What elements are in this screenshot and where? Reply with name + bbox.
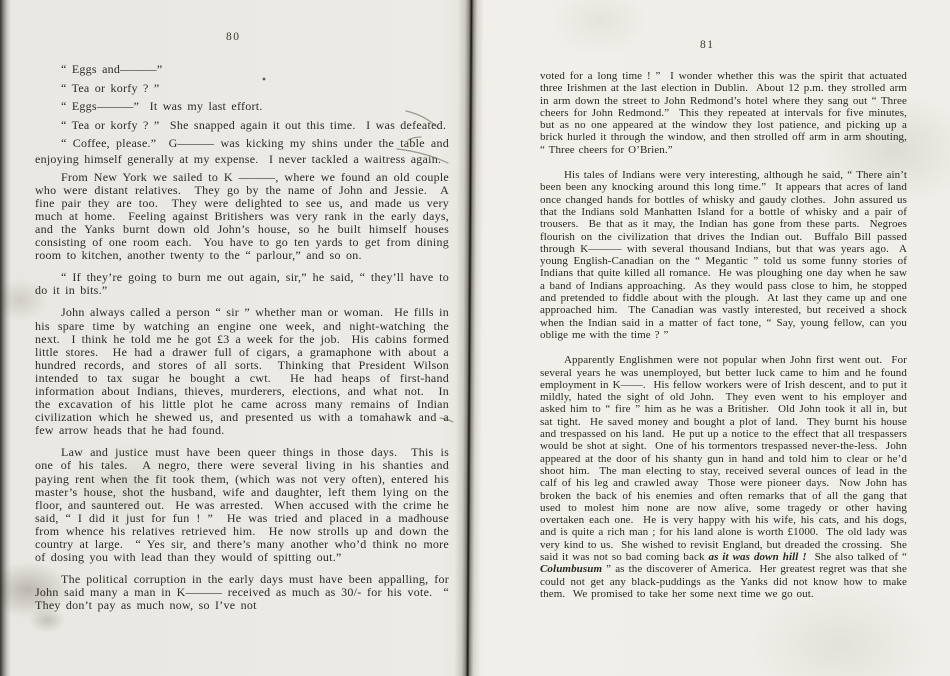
paragraph	[35, 271, 449, 297]
italic-text-run: Columbusum	[540, 563, 603, 576]
paragraph	[540, 70, 907, 156]
text-run: John always called a person “ sir ” whether man or woman. He fills in his spare time by watching an engine one week, and night-watching the next. I think he told me he got £3 a week for the job. His cabins formed little stores. He had a drawer full of cigars, a gramaphone with about a hundred records, and stores of all sorts. Thinking that President Wilson intended to tax sugar he bought a cwt. He had heaps of first-hand information about Indians, thieves, murderers, elections, and what not. In the excavation of his little plot he came across many remains of Indian civilization which he shewed us, and presented us with a tomahawk and a few arrow heads that he had found.	[35, 305, 449, 438]
paragraph	[35, 62, 449, 78]
paragraph	[35, 171, 449, 263]
text-run: Apparently Englishmen were not popular when John first went out. For several years he was unemployed, but better luck came to him and he found employment in K——. His fellow workers were of Irish descent, and to put it mildly, hated the sight of old John. They even went to his employer and asked him to “ fire ” him as he was a Britisher. Old John took it all in, but sat tight. He saved money and bought a plot of land. They burnt his house and trespassed on his land. He put up a notice to the effect that all trespassers would be shot at sight. One of his tormentors trespassed never-the-less. John appeared at the door of his shanty gun in hand and told him to clear or he’d shoot him. The man electing to stay, received several ounces of lead in the calf of his leg and crawled away Those were pioneer days. Now John has broken the back of his enemies and often remarks that of all the gang that used to molest him none are now alive, some tragedy or other having overtaken each one. He is very happy with his wife, his cats, and his dogs, and is quite a rich man ; for his land alone is worth £1000. The old lady was very kind to us. She wished to revisit England, but dreaded the crossing. She said it was not so bad coming back	[540, 354, 907, 563]
paragraph	[35, 81, 449, 97]
page-80-text	[35, 62, 449, 621]
text-run: “ Coffee, please.” G——— was kicking my shins under the table and enjoying himself generally at my expense. I never tackled a waitress again.	[35, 136, 449, 166]
italic-text-run: as it was down hill !	[708, 550, 807, 563]
page-number-right: 81	[700, 39, 715, 51]
text-run: Law and justice must have been queer things in those days. This is one of his tales. A negro, there were several living in his shanties and paying rent when the fit took them, (which was not very often), entered his master’s house, shot the husband, wife and daughter, left them lying on the floor, and sauntered out. He was arrested. When accused with the crime he said, “ I did it just for fun ! ” He was tried and placed in a madhouse from whence his relatives retrieved him. He now strolls up and down the country at large. “ Yes sir, and there’s many another who’d think no more of dosing you with lead than they would of spitting out.”	[35, 445, 449, 565]
text-run: “ Tea or korfy ? ”	[61, 80, 160, 95]
paragraph	[35, 118, 449, 134]
page-gutter	[454, 0, 484, 676]
text-run: The political corruption in the early days must have been appalling, for John said many a man in K——— received as much as 30/- for his vote. “ They don’t pay as much now, so I’ve not	[35, 572, 449, 613]
text-run: voted for a long time ! ” I wonder whether this was the spirit that actuated three Irishmen at the last election in Dublin. About 12 p.m. they strolled arm in arm down the street to John Redmond’s hotel where they sang out “ Three cheers for John Redmond.” This they repeated at intervals for five minutes, but as no one appeared at the window they lost patience, and picking up a brick hurled it through the window, and then strolled off arm in arm shouting, “ Three cheers for O’Brien.”	[540, 70, 907, 156]
text-run: “ Tea or korfy ? ” She snapped again it out this time. I was defeated.	[61, 117, 447, 132]
paragraph	[35, 306, 449, 437]
text-run: ” as the discoverer of America. Her greatest regret was that she could not get any black-puddings as the Yanks did not know how to make them. We promised to take her some next time we go out.	[540, 563, 907, 600]
page-number-left: 80	[226, 31, 241, 43]
paragraph	[35, 99, 449, 115]
text-run: “ If they’re going to burn me out again, sir,” he said, “ they’ll have to do it in bits.”	[35, 270, 449, 298]
paragraph	[35, 136, 449, 167]
paragraph	[35, 573, 449, 612]
text-run: “ Eggs and———”	[61, 62, 163, 76]
paragraph	[540, 354, 907, 600]
page-81-text	[540, 70, 907, 613]
text-run: From New York we sailed to K ———, where we found an old couple who were distant relatives. They go by the name of John and Jessie. A fine pair they are too. They were delighted to see us, and made us very much at home. Feeling against Britishers was very rank in the early days, and the Yanks burnt down old John’s house, so he built himself houses consisting of one room each. You have to go ten yards to get from dining room to kitchen, another twenty to the “ parlour,” and so on.	[35, 169, 449, 263]
paragraph	[35, 446, 449, 564]
text-run: “ Eggs———” It was my last effort.	[61, 99, 263, 114]
book-edge-shadow	[0, 0, 11, 676]
text-run: His tales of Indians were very interesting, although he said, “ There ain’t been been any knocking around this long time.” It appears that acres of land once changed hands for bottles of whisky and gaudy clothes. John assured us that the Indians sold Manhatten Island for a bottle of whisky and a pair of trousers. Be that as it may, the Indian has gone from these parts. Negroes flourish on the civilization that drives the Indian out. Buffalo Bill passed through K——— with several thousand Indians, but that was years ago. A young English-Canadian on the “ Megantic ” told us some funny stories of Indians that quite killed all romance. He was ploughing one day when he saw a band of Indians approaching. As they would pass close to him, he stopped and pretended to fiddle about with the plough. At last they came up and one approached him. The Canadian was vastly interested, but received a shock when the Indian said in a matter of fact tone, “ Say, young fellow, can you oblige me with the time ? ”	[540, 169, 907, 341]
paragraph	[540, 169, 907, 341]
text-run: She also talked of “	[806, 550, 908, 563]
